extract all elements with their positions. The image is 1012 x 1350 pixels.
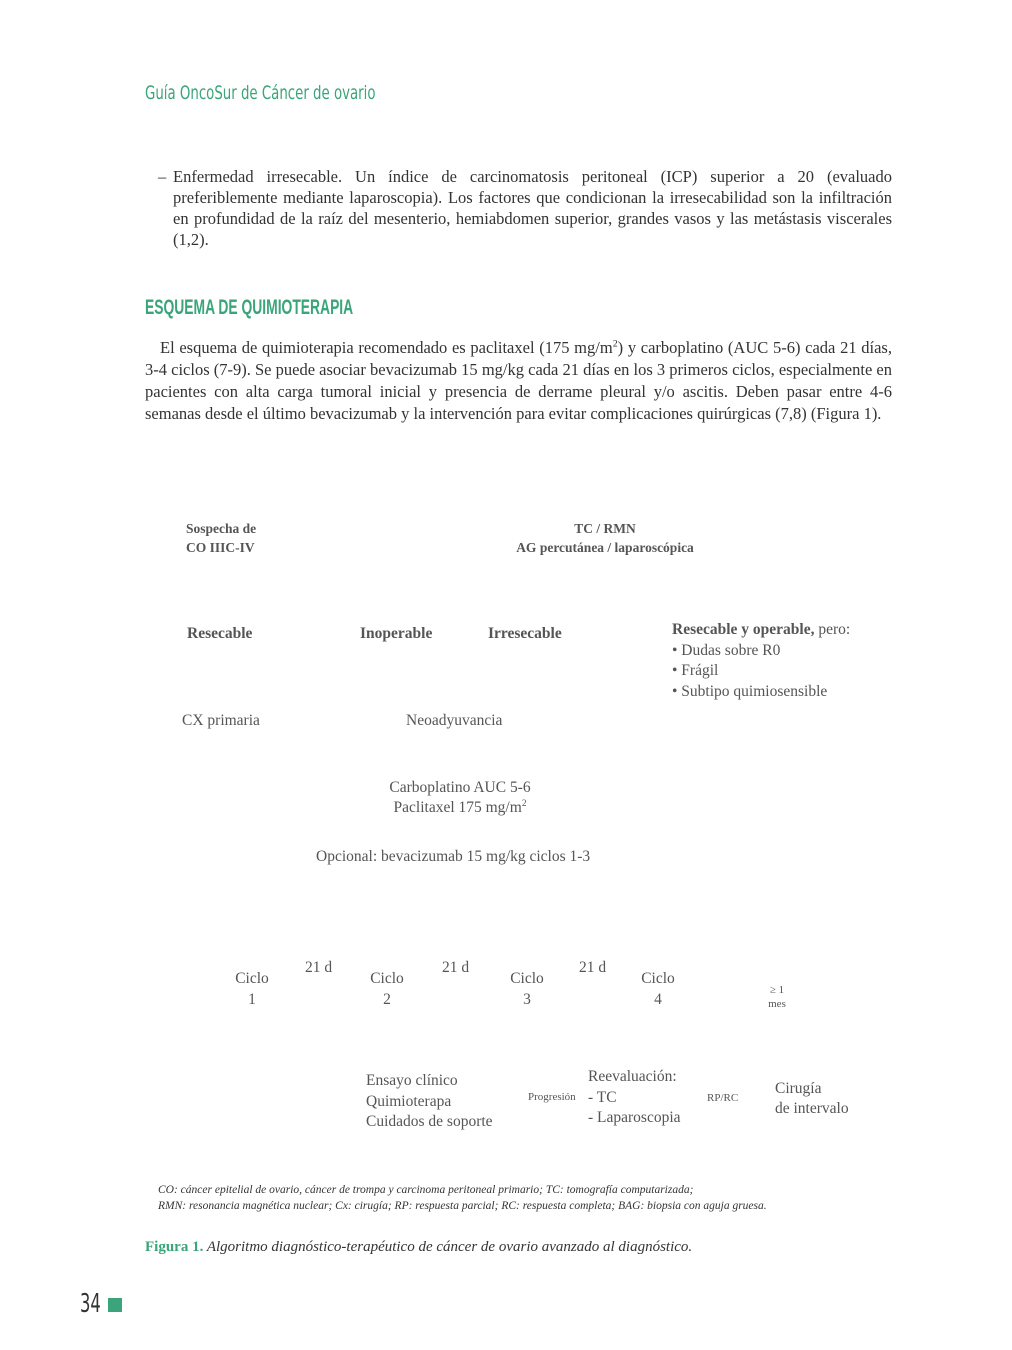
pacli-text: Paclitaxel 175 mg/m [393,799,522,816]
section-title: ESQUEMA DE QUIMIOTERAPIA [145,296,354,319]
diagram-inoperable: Inoperable [360,625,433,642]
pacli-sup: 2 [521,798,527,809]
diagram-ciclo-1 [222,968,282,1010]
ciclo-number: 2 [383,991,391,1008]
diagram-interval-2: 21 d [442,959,470,976]
ciclo-number: 1 [248,991,256,1008]
diagram-opcional: Opcional: bevacizumab 15 mg/kg ciclos 1-3 [316,848,591,865]
para-sup: 2 [612,338,618,350]
reeval-item-3: - Laparoscopia [588,1109,681,1126]
diagram-neoadyuvancia: Neoadyuvancia [406,712,503,729]
footnote-line2: RMN: resonancia magnética nuclear; Cx: cirugía; RP: respuesta parcial; RC: respuesta completa; BAG: biopsia con aguja gruesa. [158,1200,767,1212]
sospecha-line1: Sospecha de [186,521,257,536]
bullet-dash: – [158,167,167,186]
resop-heading [672,620,850,641]
bullet-text: Enfermedad irresecable. Un índice de carcinomatosis peritoneal (ICP) superior a 20 (evaluado preferiblemente mediante laparoscopia). Los factores que condicionan la irresecabilidad son la infiltración en profundidad de la raíz del mesenterio, hemiabdomen superior, grandes vasos y las metástasis viscerales (1,2). [173,167,892,249]
running-header: Guía OncoSur de Cáncer de ovario [145,82,376,104]
reeval-item-1: Reevaluación: [588,1068,677,1085]
diagram-regimen [360,778,560,818]
diagram-cx-primaria: CX primaria [182,712,260,729]
diagram-tc-rmn [480,519,730,557]
page-number: 34 [80,1289,101,1319]
diagram-ensayo [366,1071,493,1133]
ciclo-number: 4 [654,991,662,1008]
tc-line1: TC / RMN [574,521,636,536]
figure-caption [145,1239,692,1256]
ciclo-number: 3 [523,991,531,1008]
ensayo-item-2: Quimioterapa [366,1092,452,1110]
mes-line1: ≥ 1 [769,984,785,996]
diagram-reevaluacion [588,1067,681,1129]
diagram-resecable: Resecable [187,625,253,642]
resop-item-3: • Subtipo quimiosensible [672,682,828,700]
resop-rest: pero: [814,621,851,638]
diagram-sospecha [186,519,256,557]
reeval-item-2: - TC [588,1088,617,1106]
diagram-ciclo-3 [497,968,557,1010]
diagram-interval-1: 21 d [305,959,333,976]
ensayo-item-3: Cuidados de soporte [366,1113,493,1130]
mes-line2: mes [768,998,786,1010]
diagram-progresion: Progresión [528,1091,576,1103]
figure-footnote [158,1182,767,1214]
ensayo-item-1: Ensayo clínico [366,1072,458,1089]
ciclo-word: Ciclo [641,970,675,987]
diagram-ciclo-2 [357,968,417,1010]
caption-text: Algoritmo diagnóstico-terapéutico de cáncer de ovario avanzado al diagnóstico. [203,1239,693,1255]
paragraph-quimioterapia [145,337,892,425]
resop-bold: Resecable y operable, [672,621,815,638]
sospecha-line2: CO IIIC-IV [186,540,255,555]
regimen-carbo: Carboplatino AUC 5-6 [389,779,531,796]
diagram-cirugia [775,1079,849,1119]
ciclo-word: Ciclo [510,970,544,987]
ciclo-word: Ciclo [235,970,269,987]
para-part2: ) y carboplatino (AUC 5-6) cada 21 días, 3-4 ciclos (7-9). Se puede asociar bevacizumab 15 mg/kg cada 21 días en los 3 primeros ciclos, especialmente en pacientes con alta carga tumoral inicial y presencia de derrame pleural y/o ascitis. Deben pasar entre 4-6 semanas desde el último bevacizumab y la intervención para evitar complicaciones quirúrgicas (7,8) (Figura 1). [145,338,892,423]
ciclo-word: Ciclo [370,970,404,987]
para-part1: El esquema de quimioterapia recomendado es paclitaxel (175 mg/m [160,338,613,357]
diagram-ciclo-4 [628,968,688,1010]
diagram-irresecable: Irresecable [488,625,562,642]
cirugia-line1: Cirugía [775,1080,822,1097]
resop-item-2: • Frágil [672,662,719,679]
bullet-irresecable [158,166,892,250]
diagram-rprc: RP/RC [707,1092,739,1104]
page-marker-square [108,1298,122,1312]
resop-item-1: • Dudas sobre R0 [672,641,781,659]
diagram-resecable-operable [672,620,850,702]
footnote-line1: CO: cáncer epitelial de ovario, cáncer de trompa y carcinoma peritoneal primario; TC: tomografía computarizada; [158,1184,694,1196]
caption-label: Figura 1. [145,1239,204,1255]
diagram-interval-3: 21 d [579,959,607,976]
diagram-mes [757,983,797,1011]
regimen-pacli [360,798,560,818]
tc-line2: AG percutánea / laparoscópica [516,540,694,555]
cirugia-line2: de intervalo [775,1100,849,1117]
